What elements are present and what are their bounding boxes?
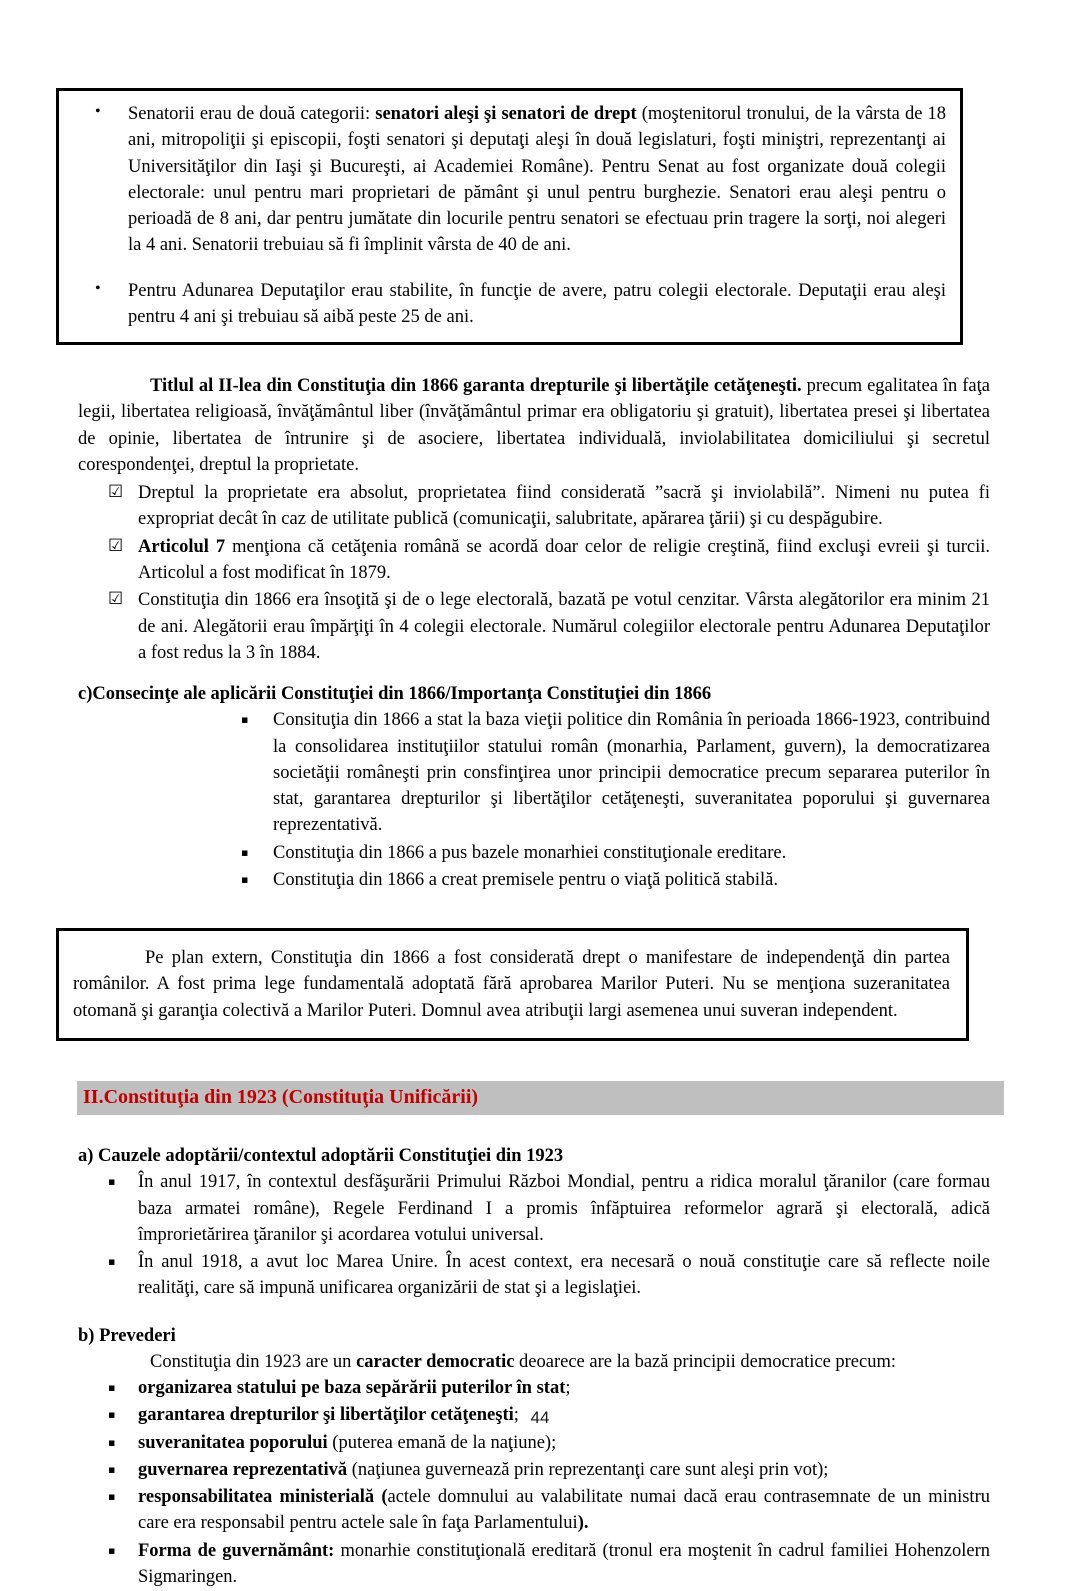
- list-item-text: Articolul 7 menţiona că cetăţenia română se acordă doar celor de religie creştină, fiind excluşi evreii şi turcii. Articolul a fost modificat în 1879.: [138, 536, 990, 583]
- list-item-text: În anul 1918, a avut loc Marea Unire. În acest context, era necesară o nouă constituţie care să reflecte noile realităţi, care să impună unificarea organizării de stat şi a legislaţiei.: [138, 1252, 990, 1299]
- page-footer: [0, 1408, 1080, 1428]
- square-bullet-icon: ▪: [108, 1462, 116, 1476]
- list-item-text: guvernarea reprezentativă (naţiunea guvernează prin reprezentanţi care sunt aleşi prin vot);: [138, 1459, 829, 1480]
- section-b-intro: Constituţia din 1923 are un caracter democratic deoarece are la bază principii democratice precum:: [150, 1351, 897, 1372]
- list-item: [78, 1169, 990, 1248]
- list-item: [78, 1249, 990, 1302]
- list-item: [78, 1538, 990, 1591]
- list-item-text: Forma de guvernământ: monarhie constituţională ereditară (tronul era moştenit în cadrul familiei Hohenzolern Sigmaringen.: [138, 1540, 991, 1587]
- list-item-text: Pentru Adunarea Deputaţilor erau stabilite, în funcţie de avere, patru colegii electorale. Deputaţii erau aleşi pentru 4 ani şi trebuiau să aibă peste 25 de ani.: [128, 280, 946, 327]
- list-item: [73, 101, 946, 259]
- list-item: [73, 278, 946, 331]
- square-bullet-icon: ▪: [108, 1490, 116, 1504]
- section-a-list: [78, 1169, 990, 1301]
- checked-checkbox-icon: ☑: [108, 482, 124, 503]
- external-paragraph: Pe plan extern, Constituţia din 1866 a fost considerată drept o manifestare de independenţă din partea românilor. A fost prima lege fundamentală adoptată fără aprobarea Marilor Puteri. Nu se menţiona suzeranitatea otomană şi garanţia colectivă a Marilor Puteri. Domnul avea atribuţii largi asemenea unui suveran independent.: [73, 948, 950, 1021]
- list-item-text: responsabilitatea ministerială (actele domnului au valabilitate numai dacă erau contrasemnate de un ministru care era responsabil pentru actele sale în faţa Parlamentului).: [138, 1487, 990, 1534]
- square-bullet-icon: ▪: [241, 713, 249, 727]
- list-item: [78, 1430, 990, 1456]
- checked-checkbox-icon: ☑: [108, 589, 124, 610]
- square-bullet-icon: ▪: [108, 1175, 116, 1189]
- page-number: 44: [530, 1408, 550, 1427]
- list-item: [78, 1457, 990, 1483]
- list-item: [78, 840, 990, 866]
- list-item-text: suveranitatea poporului (puterea emană de la naţiune);: [138, 1432, 557, 1453]
- list-item-text: În anul 1917, în contextul desfăşurării Primului Război Mondial, pentru a ridica moralul ţăranilor (care formau baza armatei române), Regele Ferdinand I a promis înfăptuirea reformelor agrară şi electorală, adică împrorietărirea ţăranilor şi acordarea votului universal.: [138, 1172, 990, 1245]
- section-ii-banner: [77, 1081, 1004, 1115]
- list-item: [78, 1484, 990, 1537]
- page-content: [73, 88, 991, 1591]
- titlul-ii-paragraph: Titlul al II-lea din Constituţia din 1866 garanta drepturile şi libertăţile cetăţeneşti. precum egalitatea în faţa legii, libertatea religioasă, învăţământul liber (învăţământul primar era obligatoriu şi gratuit), libertatea presei şi libertatea de opinie, libertatea de întrunire şi de asociere, libertatea individuală, inviolabilitatea domiciliului şi secretul corespondenţei, dreptul la proprietate.: [78, 376, 990, 475]
- square-bullet-icon: ▪: [241, 845, 249, 859]
- rights-checkbox-list: [78, 480, 990, 666]
- round-bullet-icon: •: [95, 279, 101, 297]
- square-bullet-icon: ▪: [108, 1381, 116, 1395]
- list-item-text: Consituţia din 1866 a stat la baza vieţii politice din România în perioada 1866-1923, contribuind la consolidarea instituţiilor statului român (monarhia, Parlament, guvern), la democratizarea societăţii româneşti prin consfinţirea unor principii democratice precum separarea puterilor în stat, garantarea drepturilor şi libertăţilor cetăţeneşti, suveranitatea poporului şi guvernarea reprezentativă.: [273, 710, 990, 836]
- list-item-text: Dreptul la proprietate era absolut, proprietatea fiind considerată ”sacră şi inviolabilă”. Nimeni nu putea fi expropriat decât în caz de utilitate publică (comunicaţii, salubritate, apărarea ţării) şi cu despăgubire.: [138, 483, 990, 530]
- list-item-text: Constituţia din 1866 era însoţită şi de o lege electorală, bazată pe votul cenzitar. Vârsta alegătorilor era minim 21 de ani. Alegătorii erau împărţiţi în 4 colegii electorale. Numărul colegiilor electorale pentru Adunarea Deputaţilor a fost redus la 3 în 1884.: [138, 590, 990, 663]
- section-ii-title: II.Constituţia din 1923 (Constituţia Unificării): [83, 1085, 479, 1108]
- list-item: [78, 480, 990, 533]
- list-item: [78, 534, 990, 587]
- section-a-heading: a) Cauzele adoptării/contextul adoptării Constituţiei din 1923: [78, 1145, 564, 1166]
- list-item-text: Constituţia din 1866 a pus bazele monarhiei constituţionale ereditare.: [273, 842, 787, 863]
- square-bullet-icon: ▪: [108, 1408, 116, 1422]
- square-bullet-icon: ▪: [108, 1543, 116, 1557]
- checked-checkbox-icon: ☑: [108, 535, 124, 556]
- callout-box-external: [56, 928, 969, 1041]
- list-item-text: garantarea drepturilor şi libertăţilor cetăţeneşti;: [138, 1405, 519, 1426]
- square-bullet-icon: ▪: [241, 872, 249, 886]
- list-item: [78, 1375, 990, 1401]
- square-bullet-icon: ▪: [108, 1435, 116, 1449]
- senators-bullet-list: [73, 101, 946, 330]
- list-item-text: Senatorii erau de două categorii: senatori aleşi şi senatori de drept (moştenitorul tronului, de la vârsta de 18 ani, mitropoliţii şi episcopii, foşti senatori şi deputaţi aleşi în două legislaturi, foşti miniştri, reprezentanţi ai Universităţilor din Iaşi şi Bucureşti, ai Academiei Române). Pentru Senat au fost organizate două colegii electorale: unul pentru mari proprietari de pământ şi unul pentru burghezie. Senatori erau aleşi pentru o perioadă de 8 ani, dar pentru jumătate din locurile pentru senatori se efectuau prin tragere la sorţi, noi alegeri la 4 ani. Senatorii trebuiau să fi împlinit vârsta de 40 de ani.: [128, 104, 946, 256]
- list-item: [78, 707, 990, 838]
- list-item-text: organizarea statului pe baza sepărării puterilor în stat;: [138, 1378, 571, 1399]
- list-item: [78, 867, 990, 893]
- section-c-heading: c)Consecinţe ale aplicării Constituţiei din 1866/Importanţa Constituţiei din 1866: [78, 684, 712, 705]
- callout-box-senators: [56, 88, 963, 345]
- section-c-list: [78, 707, 990, 893]
- section-b-heading: b) Prevederi: [78, 1325, 176, 1346]
- round-bullet-icon: •: [95, 103, 101, 120]
- square-bullet-icon: ▪: [108, 1255, 116, 1269]
- list-item-text: Constituţia din 1866 a creat premisele pentru o viaţă politică stabilă.: [273, 869, 779, 890]
- list-item: [78, 587, 990, 666]
